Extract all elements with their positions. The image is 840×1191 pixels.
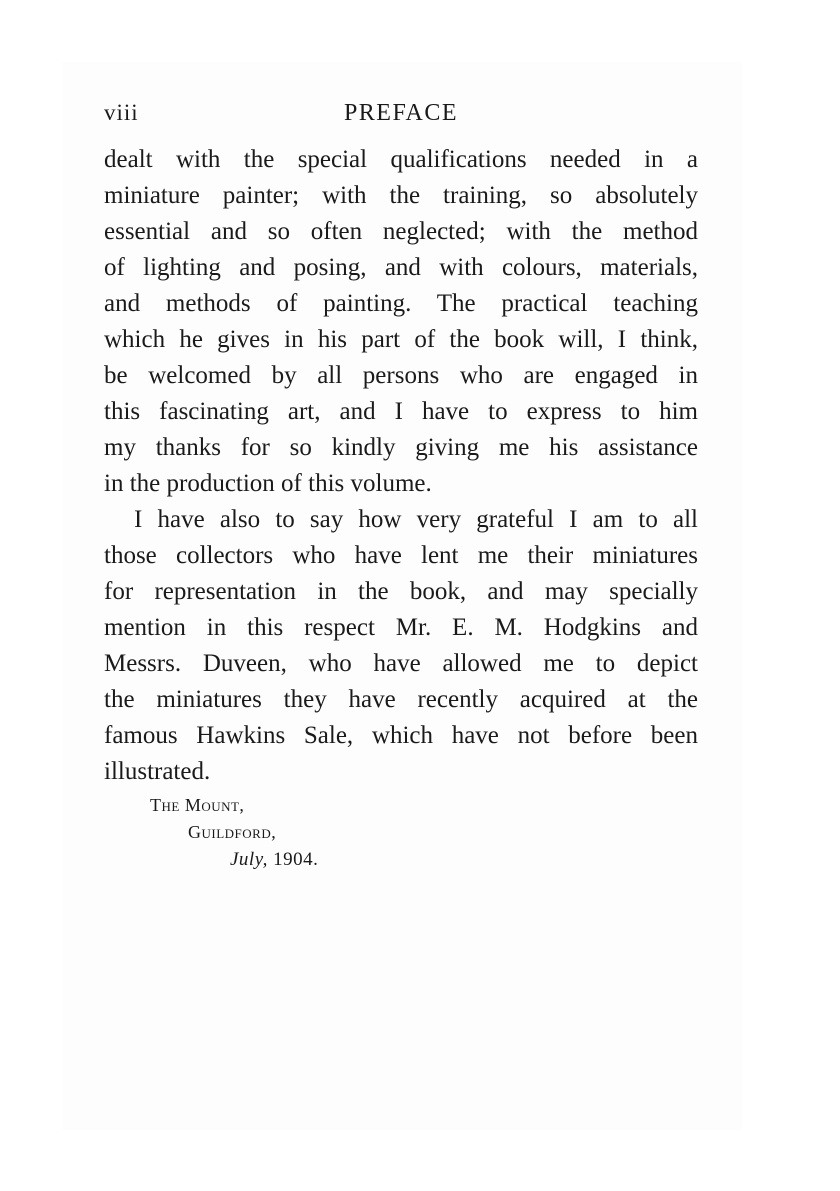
text-line: for representation in the book, and may specially [104, 578, 698, 605]
body-text [104, 142, 698, 790]
signature-year: 1904. [273, 849, 319, 870]
running-head [104, 96, 698, 132]
signature-month: July, [230, 849, 268, 870]
text-line: be welcomed by all persons who are engaged in [104, 362, 698, 389]
text-line: the miniatures they have recently acquired at the [104, 686, 698, 713]
text-line: Messrs. Duveen, who have allowed me to depict [104, 650, 698, 677]
text-line: of lighting and posing, and with colours, materials, [104, 254, 698, 281]
signature-block [104, 792, 504, 873]
signature-town: Guildford, [188, 822, 277, 842]
text-line: which he gives in his part of the book will, I think, [104, 326, 698, 353]
text-line: those collectors who have lent me their miniatures [104, 542, 698, 569]
page-number: viii [104, 100, 139, 125]
text-line: mention in this respect Mr. E. M. Hodgkins and [104, 614, 698, 641]
text-line: I have also to say how very grateful I am to all [134, 506, 698, 533]
text-line: essential and so often neglected; with the method [104, 218, 698, 245]
signature-date [104, 846, 504, 873]
text-line: famous Hawkins Sale, which have not before been [104, 722, 698, 749]
text-line: illustrated. [104, 758, 211, 785]
text-line: dealt with the special qualifications needed in a [104, 146, 698, 173]
text-line: in the production of this volume. [104, 470, 432, 497]
text-line: and methods of painting. The practical teaching [104, 290, 698, 317]
page-title: PREFACE [343, 100, 459, 126]
text-line: my thanks for so kindly giving me his assistance [104, 434, 698, 461]
text-line: this fascinating art, and I have to express to him [104, 398, 698, 425]
text-line: miniature painter; with the training, so absolutely [104, 182, 698, 209]
signature-place: The Mount, [150, 795, 245, 815]
